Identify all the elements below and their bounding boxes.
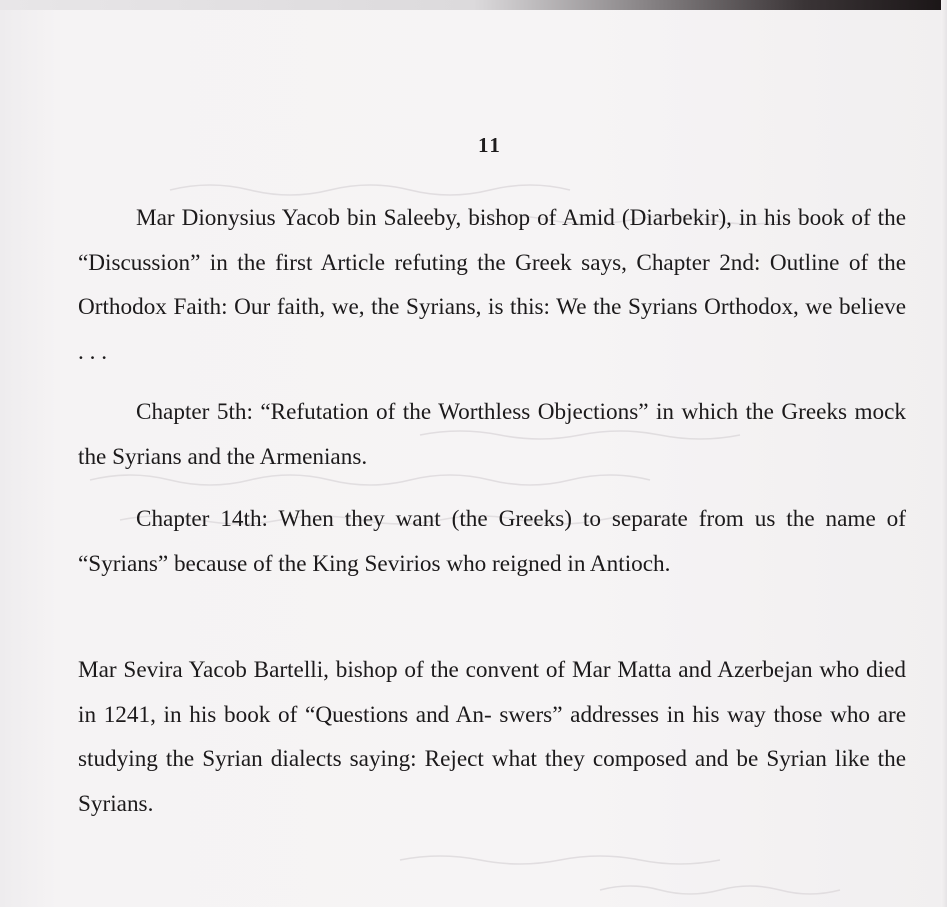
- paragraph-3: Chapter 14th: When they want (the Greeks) to separate from us the name of “Syrians” because of the King Sevirios who reigned in Antioch.: [78, 506, 906, 577]
- paragraph-2: Chapter 5th: “Refutation of the Worthless Objections” in which the Greeks mock the Syrians and the Armenians.: [78, 399, 906, 470]
- page-top-edge: [0, 0, 947, 10]
- paragraph-1: Mar Dionysius Yacob bin Saleeby, bishop of Amid (Diarbekir), in his book of the “Discussion” in the first Article refuting the Greek says, Chapter 2nd: Outline of the Orthodox Faith: Our faith, we, the Syrians, is this: We the Syrians Orthodox, we believe . . .: [78, 205, 906, 365]
- page-right-edge: [941, 0, 947, 907]
- paragraph-4: Mar Sevira Yacob Bartelli, bishop of the convent of Mar Matta and Azerbejan who died in 1241, in his book of “Questions and An- swers” addresses in his way those who are studying the Syrian dialects saying: Reject what they composed and be Syrian like the Syrians.: [78, 657, 906, 817]
- page-number: 11: [478, 133, 502, 157]
